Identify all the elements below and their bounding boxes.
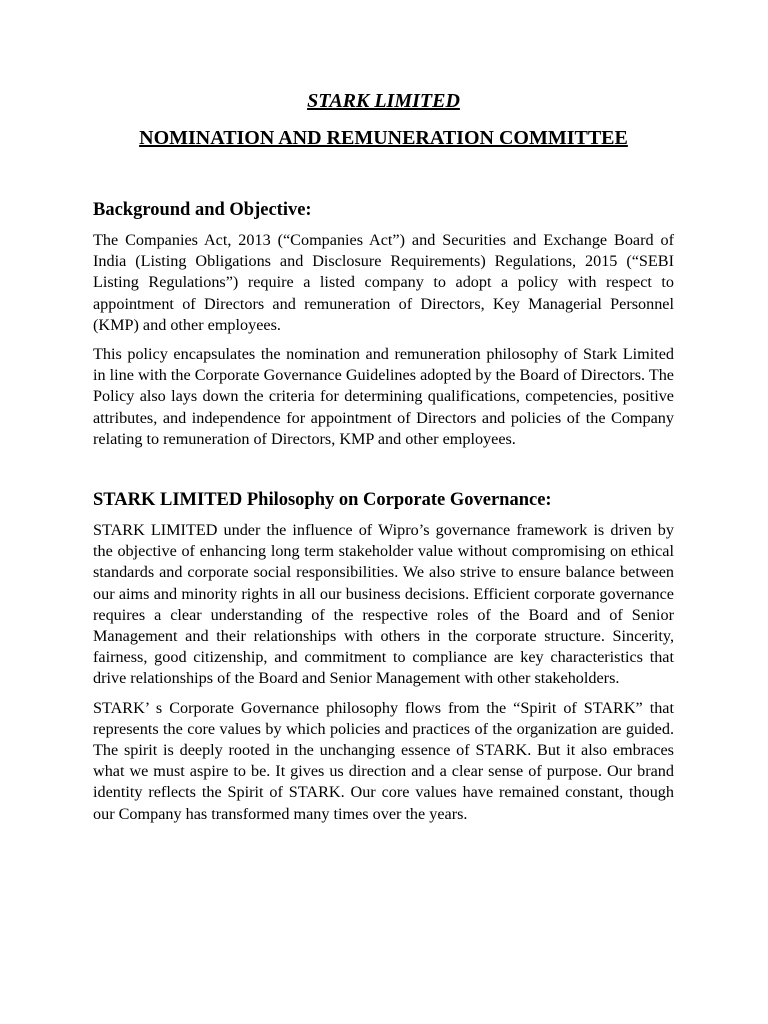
paragraph-background-2: This policy encapsulates the nomination and remuneration philosophy of Stark Limited in line with the Corporate Governance Guidelines adopted by the Board of Directors. The Policy also lays down the criteria for determining qualifications, competencies, positive attributes, and independence for appointment of Directors and policies of the Company relating to remuneration of Directors, KMP and other employees. [93,345,674,448]
document-page [93,86,674,825]
section-heading-background: Background and Objective: [93,200,312,220]
section-heading-philosophy: STARK LIMITED Philosophy on Corporate Governance: [93,490,552,511]
paragraph-philosophy-1: STARK LIMITED under the influence of Wipro’s governance framework is driven by the objective of enhancing long term stakeholder value without compromising on ethical standards and corporate social responsibilities. We also strive to ensure balance between our aims and minority rights in all our business decisions. Efficient corporate governance requires a clear understanding of the respective roles of the Board and of Senior Management and their relationships with others in the corporate structure. Sincerity, fairness, good citizenship, and commitment to compliance are key characteristics that drive relationships of the Board and Senior Management with other stakeholders. [93,521,674,688]
paragraph-philosophy-2: STARK’ s Corporate Governance philosophy flows from the “Spirit of STARK” that represents the core values by which policies and practices of the organization are guided. The spirit is deeply rooted in the unchanging essence of STARK. But it also embraces what we must aspire to be. It gives us direction and a clear sense of purpose. Our brand identity reflects the Spirit of STARK. Our core values have remained constant, though our Company has transformed many times over the years. [93,698,674,823]
committee-title: NOMINATION AND REMUNERATION COMMITTEE [139,127,628,149]
paragraph-background-1: The Companies Act, 2013 (“Companies Act”) and Securities and Exchange Board of India (Listing Obligations and Disclosure Requirements) Regulations, 2015 (“SEBI Listing Regulations”) require a listed company to adopt a policy with respect to appointment of Directors and remuneration of Directors, Key Managerial Personnel (KMP) and other employees. [93,231,674,334]
company-title: STARK LIMITED [307,90,460,112]
